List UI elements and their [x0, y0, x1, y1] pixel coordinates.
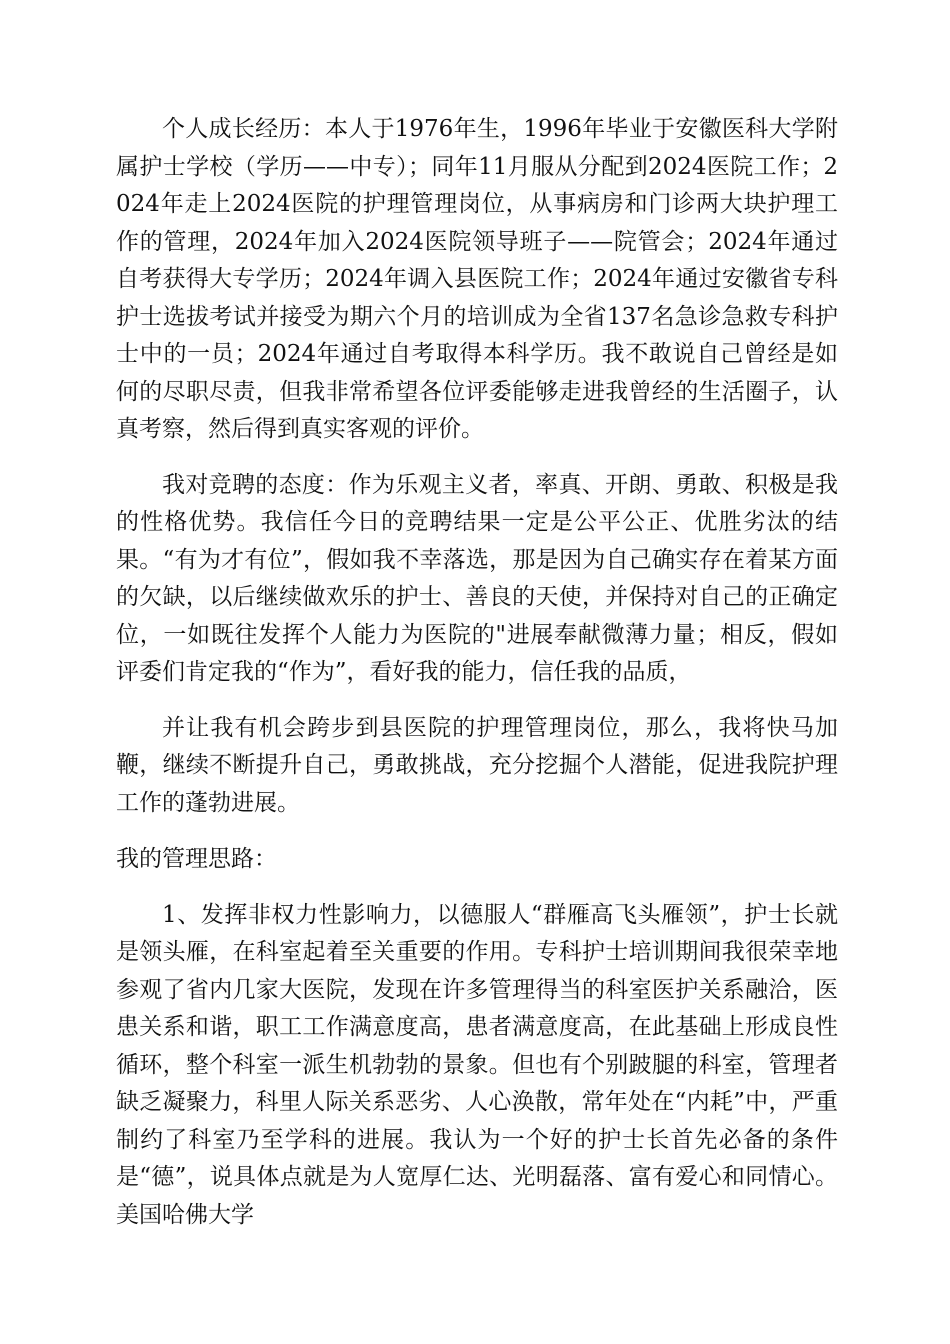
paragraph-attitude: 我对竞聘的态度：作为乐观主义者，率真、开朗、勇敢、积极是我的性格优势。我信任今日的竞聘结果一定是公平公正、优胜劣汰的结果。“有为才有位”，假如我不幸落选，那是因为自己确实存在着某方面的欠缺，以后继续做欢乐的护士、善良的天使，并保持对自己的正确定位，一如既往发挥个人能力为医院的"进展奉献微薄力量；相反，假如评委们肯定我的“作为”，看好我的能力，信任我的品质， — [116, 471, 838, 685]
paragraph-commitment: 并让我有机会跨步到县医院的护理管理岗位，那么，我将快马加鞭，继续不断提升自己，勇敢挑战，充分挖掘个人潜能，促进我院护理工作的蓬勃进展。 — [116, 714, 838, 816]
section-heading-management: 我的管理思路： — [116, 846, 277, 872]
paragraph-management-point-1: 1、发挥非权力性影响力，以德服人“群雁高飞头雁领”，护士长就是领头雁，在科室起着至关重要的作用。专科护士培训期间我很荣幸地参观了省内几家大医院，发现在许多管理得当的科室医护关系融洽，医患关系和谐，职工工作满意度高，患者满意度高，在此基础上形成良性循环，整个科室一派生机勃勃的景象。但也有个别跛腿的科室，管理者缺乏凝聚力，科里人际关系恶劣、人心涣散，常年处在“内耗”中，严重制约了科室乃至学科的进展。我认为一个好的护士长首先必备的条件是“德”，说具体点就是为人宽厚仁达、光明磊落、富有爱心和同情心。美国哈佛大学 — [116, 901, 838, 1228]
paragraph-personal-growth: 个人成长经历：本人于1976年生，1996年毕业于安徽医科大学附属护士学校（学历——中专）；同年11月服从分配到2024医院工作；2024年走上2024医院的护理管理岗位，从事病房和门诊两大块护理工作的管理，2024年加入2024医院领导班子——院管会；2024年通过自考获得大专学历；2024年调入县医院工作；2024年通过安徽省专科护士选拔考试并接受为期六个月的培训成为全省137名急诊急救专科护士中的一员；2024年通过自考取得本科学历。我不敢说自己曾经是如何的尽职尽责，但我非常希望各位评委能够走进我曾经的生活圈子，认真考察，然后得到真实客观的评价。 — [116, 116, 838, 442]
document-page — [116, 111, 838, 1234]
